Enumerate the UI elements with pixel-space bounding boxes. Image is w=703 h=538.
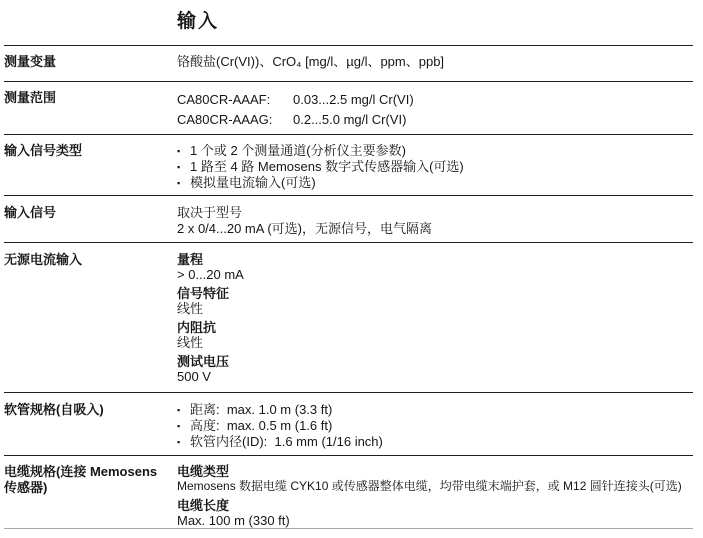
spec-subvalue: > 0...20 mA [177, 267, 244, 282]
spec-subsection [177, 464, 693, 494]
square-bullet-icon: ▪ [177, 437, 181, 447]
spec-label: 电缆规格(连接 Memosens 传感器) [4, 464, 158, 495]
spec-label: 测量变量 [4, 54, 57, 69]
spec-subvalue: 线性 [177, 335, 204, 350]
list-item-text: 1 个或 2 个测量通道(分析仪主要参数) [190, 143, 406, 158]
spec-value [177, 402, 693, 450]
spec-row-input-signal [4, 195, 693, 242]
spec-subheading: 内阻抗 [177, 320, 217, 335]
input-signal-line: 取决于型号 [177, 205, 243, 220]
spec-subsection [177, 286, 693, 316]
spec-subheading: 量程 [177, 252, 204, 267]
range-value: 0.2...5.0 mg/l Cr(VI) [293, 112, 407, 127]
spec-subsection [177, 354, 693, 384]
spec-value [177, 205, 693, 237]
list-item [177, 418, 693, 434]
square-bullet-icon: ▪ [177, 405, 181, 415]
spec-subsection [177, 498, 693, 528]
list-item-text: 距离: max. 1.0 m (3.3 ft) [190, 402, 333, 417]
spec-row-measuring-range [4, 81, 693, 134]
spec-label: 软管规格(自吸入) [4, 402, 104, 417]
bullet-list [177, 143, 693, 191]
spec-value [177, 90, 693, 130]
bullet-list [177, 402, 693, 450]
spec-subvalue: Memosens 数据电缆 CYK10 或传感器整体电缆，均带电缆末端护套，或 M12 圆针连接头(可选) [177, 479, 682, 493]
list-item [177, 159, 693, 175]
square-bullet-icon: ▪ [177, 146, 181, 156]
page-title: 输入 [177, 11, 220, 32]
spec-subvalue: Max. 100 m (330 ft) [177, 513, 290, 528]
input-signal-line: 2 x 0/4...20 mA (可选)，无源信号，电气隔离 [177, 221, 432, 236]
list-item-text: 软管内径(ID): 1.6 mm (1/16 inch) [190, 434, 383, 449]
model-code: CA80CR-AAAF: [177, 92, 271, 107]
spec-value [177, 54, 693, 70]
square-bullet-icon: ▪ [177, 178, 181, 188]
spec-label: 无源电流输入 [4, 252, 83, 267]
spec-value [177, 143, 693, 191]
spec-label: 输入信号类型 [4, 143, 83, 158]
spec-value [177, 464, 693, 528]
list-item [177, 175, 693, 191]
measured-variables-text: 铬酸盐(Cr(VI))、CrO₄ [mg/l、µg/l、ppm、ppb] [177, 54, 445, 69]
list-item [177, 143, 693, 159]
range-value: 0.03...2.5 mg/l Cr(VI) [293, 92, 414, 107]
datasheet-page [0, 9, 703, 529]
spec-subheading: 电缆长度 [177, 498, 230, 513]
spec-row-hose-specification [4, 392, 693, 455]
list-item-text: 1 路至 4 路 Memosens 数字式传感器输入(可选) [190, 159, 464, 174]
square-bullet-icon: ▪ [177, 162, 181, 172]
spec-subvalue: 500 V [177, 369, 211, 384]
list-item [177, 402, 693, 418]
spec-subheading: 测试电压 [177, 354, 230, 369]
spec-subvalue: 线性 [177, 301, 204, 316]
spec-value [177, 252, 693, 384]
spec-label: 输入信号 [4, 205, 57, 220]
spec-row-passive-current-input [4, 242, 693, 392]
model-code: CA80CR-AAAG: [177, 112, 273, 127]
spec-subheading: 信号特征 [177, 286, 230, 301]
spec-subheading: 电缆类型 [177, 464, 230, 479]
spec-subsection [177, 320, 693, 350]
spec-table [4, 45, 693, 528]
spec-label: 测量范围 [4, 90, 57, 105]
list-item [177, 434, 693, 450]
spec-row-cable-specification [4, 455, 693, 528]
measuring-range-list [177, 90, 693, 130]
list-item-text: 模拟量电流输入(可选) [190, 175, 316, 190]
spec-subsection [177, 252, 693, 282]
spec-row-measured-variables [4, 45, 693, 81]
spec-row-input-signal-types [4, 134, 693, 195]
square-bullet-icon: ▪ [177, 421, 181, 431]
list-item-text: 高度: max. 0.5 m (1.6 ft) [190, 418, 333, 433]
